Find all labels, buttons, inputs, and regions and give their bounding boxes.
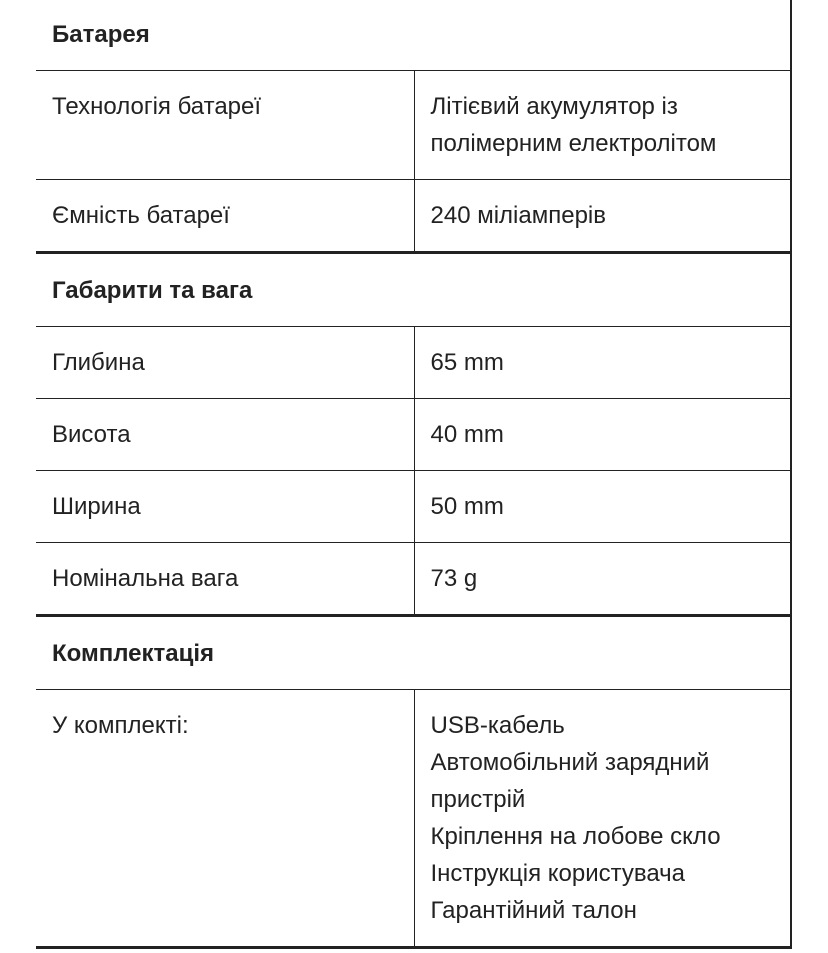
list-item: Гарантійний талон xyxy=(430,897,637,924)
table-row xyxy=(36,71,791,180)
spec-key: Технологія батареї xyxy=(36,71,414,180)
spec-key: Ширина xyxy=(36,471,414,543)
spec-value: 73 g xyxy=(414,543,791,616)
section-title: Батарея xyxy=(36,0,791,71)
table-row xyxy=(36,327,791,399)
section-title: Габарити та вага xyxy=(36,253,791,327)
list-item: Інструкція користувача xyxy=(430,860,686,887)
table-row xyxy=(36,471,791,543)
spec-value: 65 mm xyxy=(414,327,791,399)
spec-value: 240 міліамперів xyxy=(414,180,791,253)
spec-key: Глибина xyxy=(36,327,414,399)
spec-value: 40 mm xyxy=(414,399,791,471)
list-item: USB-кабель xyxy=(430,712,565,739)
spec-key: Висота xyxy=(36,399,414,471)
table-row xyxy=(36,690,791,948)
spec-key: Ємність батареї xyxy=(36,180,414,253)
section-header-battery xyxy=(36,0,791,71)
section-header-dimensions xyxy=(36,253,791,327)
section-header-package xyxy=(36,616,791,690)
spec-key: Номінальна вага xyxy=(36,543,414,616)
spec-value: Літієвий акумулятор із полімерним електролітом xyxy=(414,71,791,180)
specifications-table xyxy=(36,0,792,949)
list-item: Автомобільний зарядний пристрій xyxy=(430,749,710,813)
spec-key: У комплекті: xyxy=(36,690,414,948)
list-item: Кріплення на лобове скло xyxy=(430,823,721,850)
spec-value: 50 mm xyxy=(414,471,791,543)
section-title: Комплектація xyxy=(36,616,791,690)
table-row xyxy=(36,399,791,471)
spec-value-list xyxy=(414,690,791,948)
table-row xyxy=(36,543,791,616)
table-row xyxy=(36,180,791,253)
